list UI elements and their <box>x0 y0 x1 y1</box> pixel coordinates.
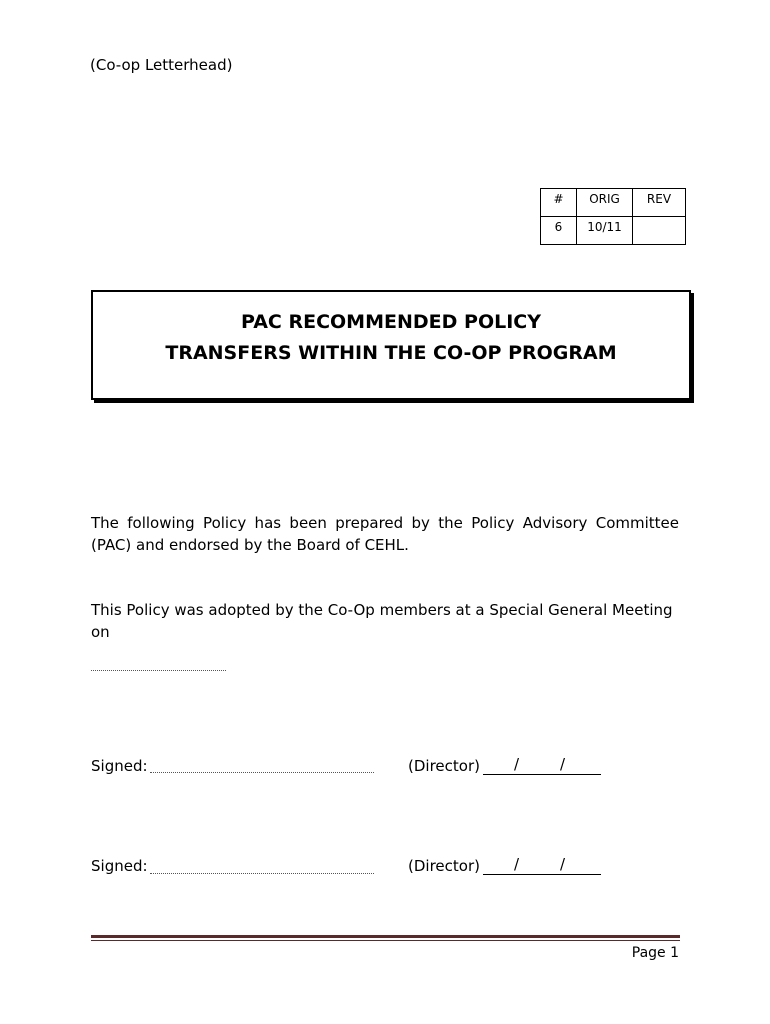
cell-orig: 10/11 <box>577 217 633 245</box>
header-number: # <box>541 189 577 217</box>
director-label-2: (Director) <box>408 857 480 875</box>
date-field-2[interactable] <box>483 855 601 875</box>
signed-label-2: Signed: <box>91 857 148 875</box>
footer-rule-thin <box>91 940 680 941</box>
letterhead-placeholder: (Co-op Letterhead) <box>90 56 233 74</box>
date-field-1[interactable] <box>483 755 601 775</box>
adoption-paragraph: This Policy was adopted by the Co-Op members at a Special General Meeting on <box>91 601 673 641</box>
director-label-1: (Director) <box>408 757 480 775</box>
cell-number: 6 <box>541 217 577 245</box>
date-separator: / <box>560 855 566 873</box>
date-separator: / <box>514 755 520 773</box>
signature-line-2[interactable] <box>150 873 374 874</box>
footer-rule <box>91 935 680 938</box>
revision-table-row <box>541 217 686 245</box>
policy-title-line1: PAC RECOMMENDED POLICY <box>241 311 541 333</box>
date-underline-1 <box>483 774 601 775</box>
revision-table-header <box>541 189 686 217</box>
policy-title-line2: TRANSFERS WITHIN THE CO-OP PROGRAM <box>165 342 617 364</box>
intro-paragraph: The following Policy has been prepared by the Policy Advisory Committee (PAC) and endorsed by the Board of CEHL. <box>91 514 679 554</box>
signed-label-1: Signed: <box>91 757 148 775</box>
signature-line-1[interactable] <box>150 772 374 773</box>
date-separator: / <box>560 755 566 773</box>
cell-rev <box>633 217 686 245</box>
page-number: Page 1 <box>631 945 679 961</box>
date-separator: / <box>514 855 520 873</box>
header-rev: REV <box>633 189 686 217</box>
meeting-date-line[interactable] <box>91 670 226 671</box>
revision-table <box>540 188 686 245</box>
policy-title-box <box>91 290 691 400</box>
header-orig: ORIG <box>577 189 633 217</box>
date-underline-2 <box>483 874 601 875</box>
